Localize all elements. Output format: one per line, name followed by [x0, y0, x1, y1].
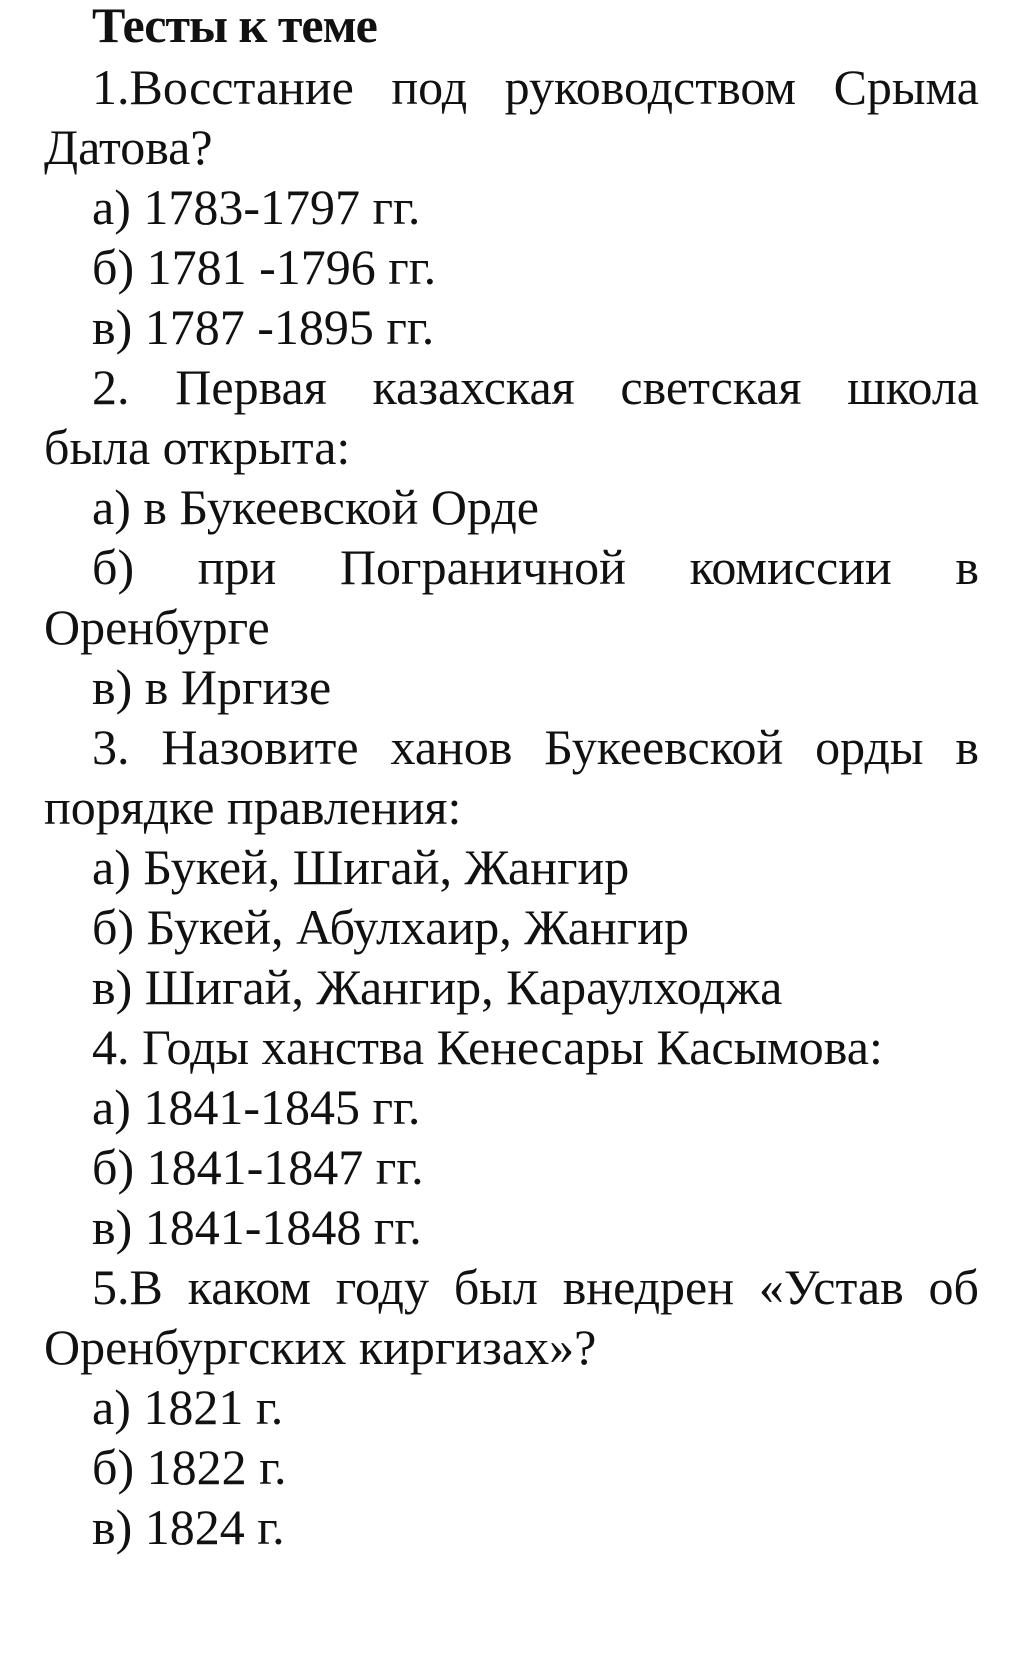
question-2-text-cont: была открыта: — [44, 419, 351, 475]
question-1-option-a: а) 1783-1797 гг. — [92, 179, 421, 235]
question-5-text-cont: Оренбургских киргизах»? — [44, 1319, 597, 1375]
question-3-option-c: в) Шигай, Жангир, Караулходжа — [92, 959, 783, 1015]
question-4-text: 4. Годы ханства Кенесары Касымова: — [92, 1019, 883, 1075]
question-1-option-c: в) 1787 -1895 гг. — [92, 299, 435, 355]
question-4-option-b: б) 1841-1847 гг. — [92, 1139, 424, 1195]
question-5-option-c: в) 1824 г. — [92, 1499, 285, 1555]
question-5-text: 5.В каком году был внедрен «Устав об — [92, 1259, 979, 1315]
question-1-text-cont: Датова? — [44, 119, 213, 175]
question-1-option-b: б) 1781 -1796 гг. — [92, 239, 437, 295]
question-2-text: 2. Первая казахская светская школа — [92, 359, 979, 415]
question-2-option-c: в) в Иргизе — [92, 659, 332, 715]
question-3-text: 3. Назовите ханов Букеевской орды в — [92, 719, 979, 775]
question-3-option-a: а) Букей, Шигай, Жангир — [92, 839, 630, 895]
question-2-option-b: б) при Пограничной комиссии в — [92, 539, 979, 595]
question-2-option-a: а) в Букеевской Орде — [92, 479, 539, 535]
page-title: Тесты к теме — [92, 0, 377, 53]
question-3-text-cont: порядке правления: — [44, 779, 462, 835]
question-4-option-c: в) 1841-1848 гг. — [92, 1199, 422, 1255]
question-1-text: 1.Восстание под руководством Срыма — [92, 59, 979, 115]
question-4-option-a: а) 1841-1845 гг. — [92, 1079, 421, 1135]
question-5-option-a: а) 1821 г. — [92, 1379, 284, 1435]
question-5-option-b: б) 1822 г. — [92, 1439, 287, 1495]
question-3-option-b: б) Букей, Абулхаир, Жангир — [92, 899, 689, 955]
question-2-option-b-cont: Оренбурге — [44, 599, 270, 655]
